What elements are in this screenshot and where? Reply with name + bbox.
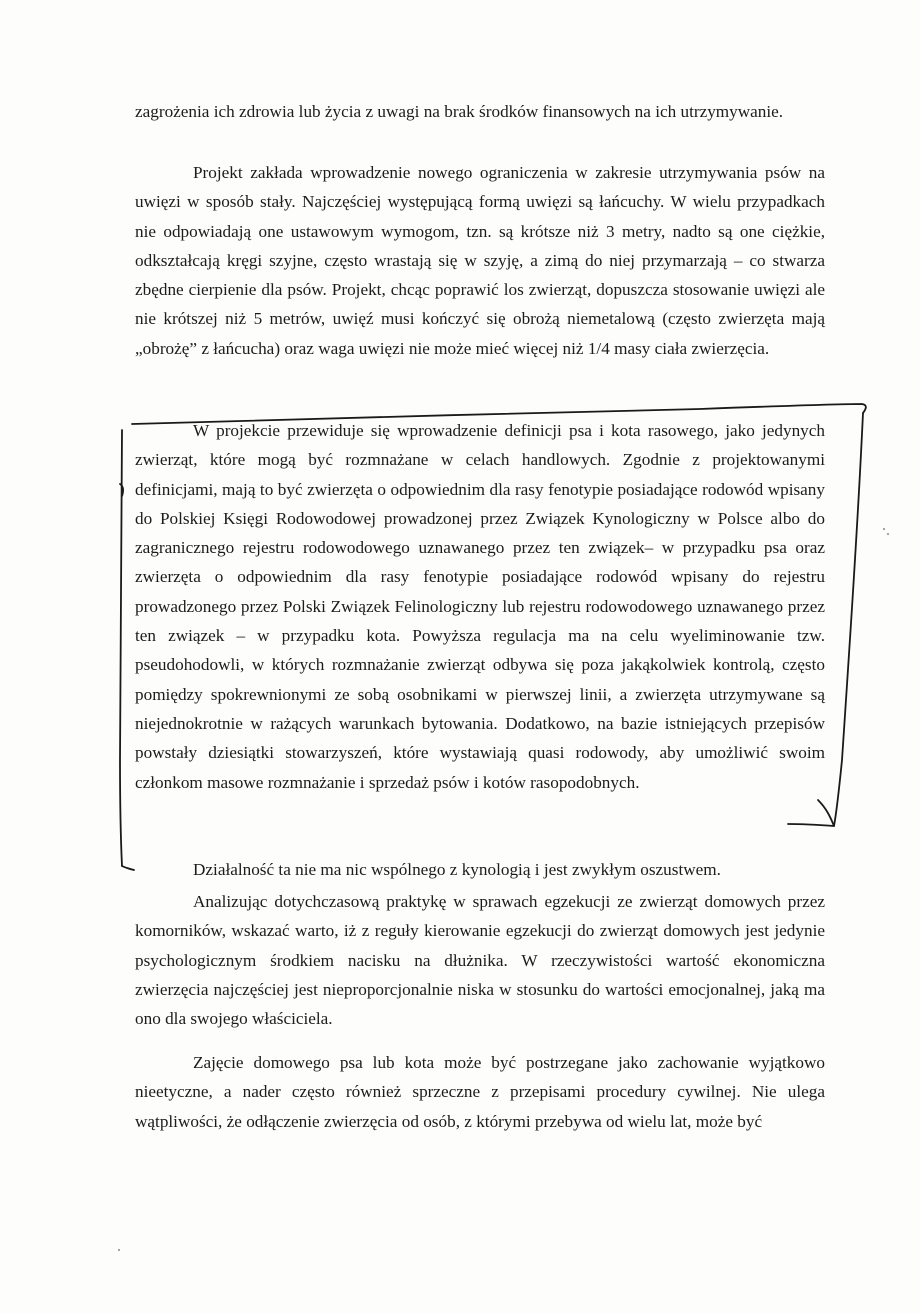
bracket-left-line [120,430,122,866]
paragraph-tethering-dogs: Projekt zakłada wprowadzenie nowego ograniczenia w zakresie utrzymywania psów na uwięzi w sposób stały. Najczęściej występującą formą uwięzi są łańcuchy. W wielu przypadkach nie odpowiadają one ustawowym wymogom, tzn. są krótsze niż 3 metry, nadto są one ciężkie, odkształcają kręgi szyjne, często wrastają się w szyję, a zimą do niej przymarzają – co stwarza zbędne cierpienie dla psów. Projekt, chcąc poprawić los zwierząt, dopuszcza stosowanie uwięzi ale nie krótszej niż 5 metrów, uwięź musi kończyć się obrożą niemetalową (często zwierzęta mają „obrożę” z łańcucha) oraz waga uwięzi nie może mieć więcej niż 1/4 masy ciała zwierzęcia. [135,163,825,358]
scan-speck [118,1249,120,1251]
paragraph-pedigree-definitions: W projekcie przewiduje się wprowadzenie definicji psa i kota rasowego, jako jedynych zwierząt, które mogą być rozmnażane w celach handlowych. Zgodnie z projektowanymi definicjami, mają to być zwierzęta o odpowiednim dla rasy fenotypie posiadające rodowód wpisany do Polskiej Księgi Rodowodowej prowadzonej przez Związek Kynologiczny w Polsce albo do zagranicznego rejestru rodowodowego uznawanego przez ten związek– w przypadku psa oraz zwierzęta o odpowiednim dla rasy fenotypie posiadające rodowód wpisany do rejestru prowadzonego przez Polski Związek Felinologiczny lub rejestru rodowodowego uznawanego przez ten związek – w przypadku kota. Powyższa regulacja ma na celu wyeliminowanie tzw. pseudohodowli, w których rozmnażanie zwierząt odbywa się poza jakąkolwiek kontrolą, często pomiędzy spokrewnionymi ze sobą osobnikami w pierwszej linii, a zwierzęta utrzymywane są niejednokrotnie w rażących warunkach bytowania. Dodatkowo, na bazie istniejących przepisów powstały dziesiątki stowarzyszeń, które wystawiają quasi rodowody, aby umożliwić swoim członkom masowe rozmnażanie i sprzedaż psów i kotów rasopodobnych. [135,421,825,792]
bracket-left-tick [120,484,123,496]
paragraph-seizure-ethics: Zajęcie domowego psa lub kota może być postrzegane jako zachowanie wyjątkowo nieetyczne, a nader często również sprzeczne z przepisami procedury cywilnej. Nie ulega wątpliwości, że odłączenie zwierzęcia od osób, z którymi przebywa od wielu lat, może być [135,1053,825,1131]
bracket-right-hook [788,800,834,826]
paragraph-fraud-statement: Działalność ta nie ma nic wspólnego z kynologią i jest zwykłym oszustwem. [193,860,721,879]
paragraph-continuation: zagrożenia ich zdrowia lub życia z uwagi na brak środków finansowych na ich utrzymywanie. [135,102,784,121]
paragraph-bailiff-enforcement: Analizując dotychczasową praktykę w sprawach egzekucji ze zwierząt domowych przez komorników, wskazać warto, iż z reguły kierowanie egzekucji do zwierząt domowych jest jedynie psychologicznym środkiem nacisku na dłużnika. W rzeczywistości wartość ekonomiczna zwierzęcia najczęściej jest nieproporcjonalnie niska w stosunku do wartości emocjonalnej, jaką ma ono dla swojego właściciela. [135,892,825,1029]
bracket-bottom-tick [122,866,134,870]
bracket-right-line [834,413,863,826]
scan-speck [887,533,889,535]
scan-speck [883,528,885,530]
